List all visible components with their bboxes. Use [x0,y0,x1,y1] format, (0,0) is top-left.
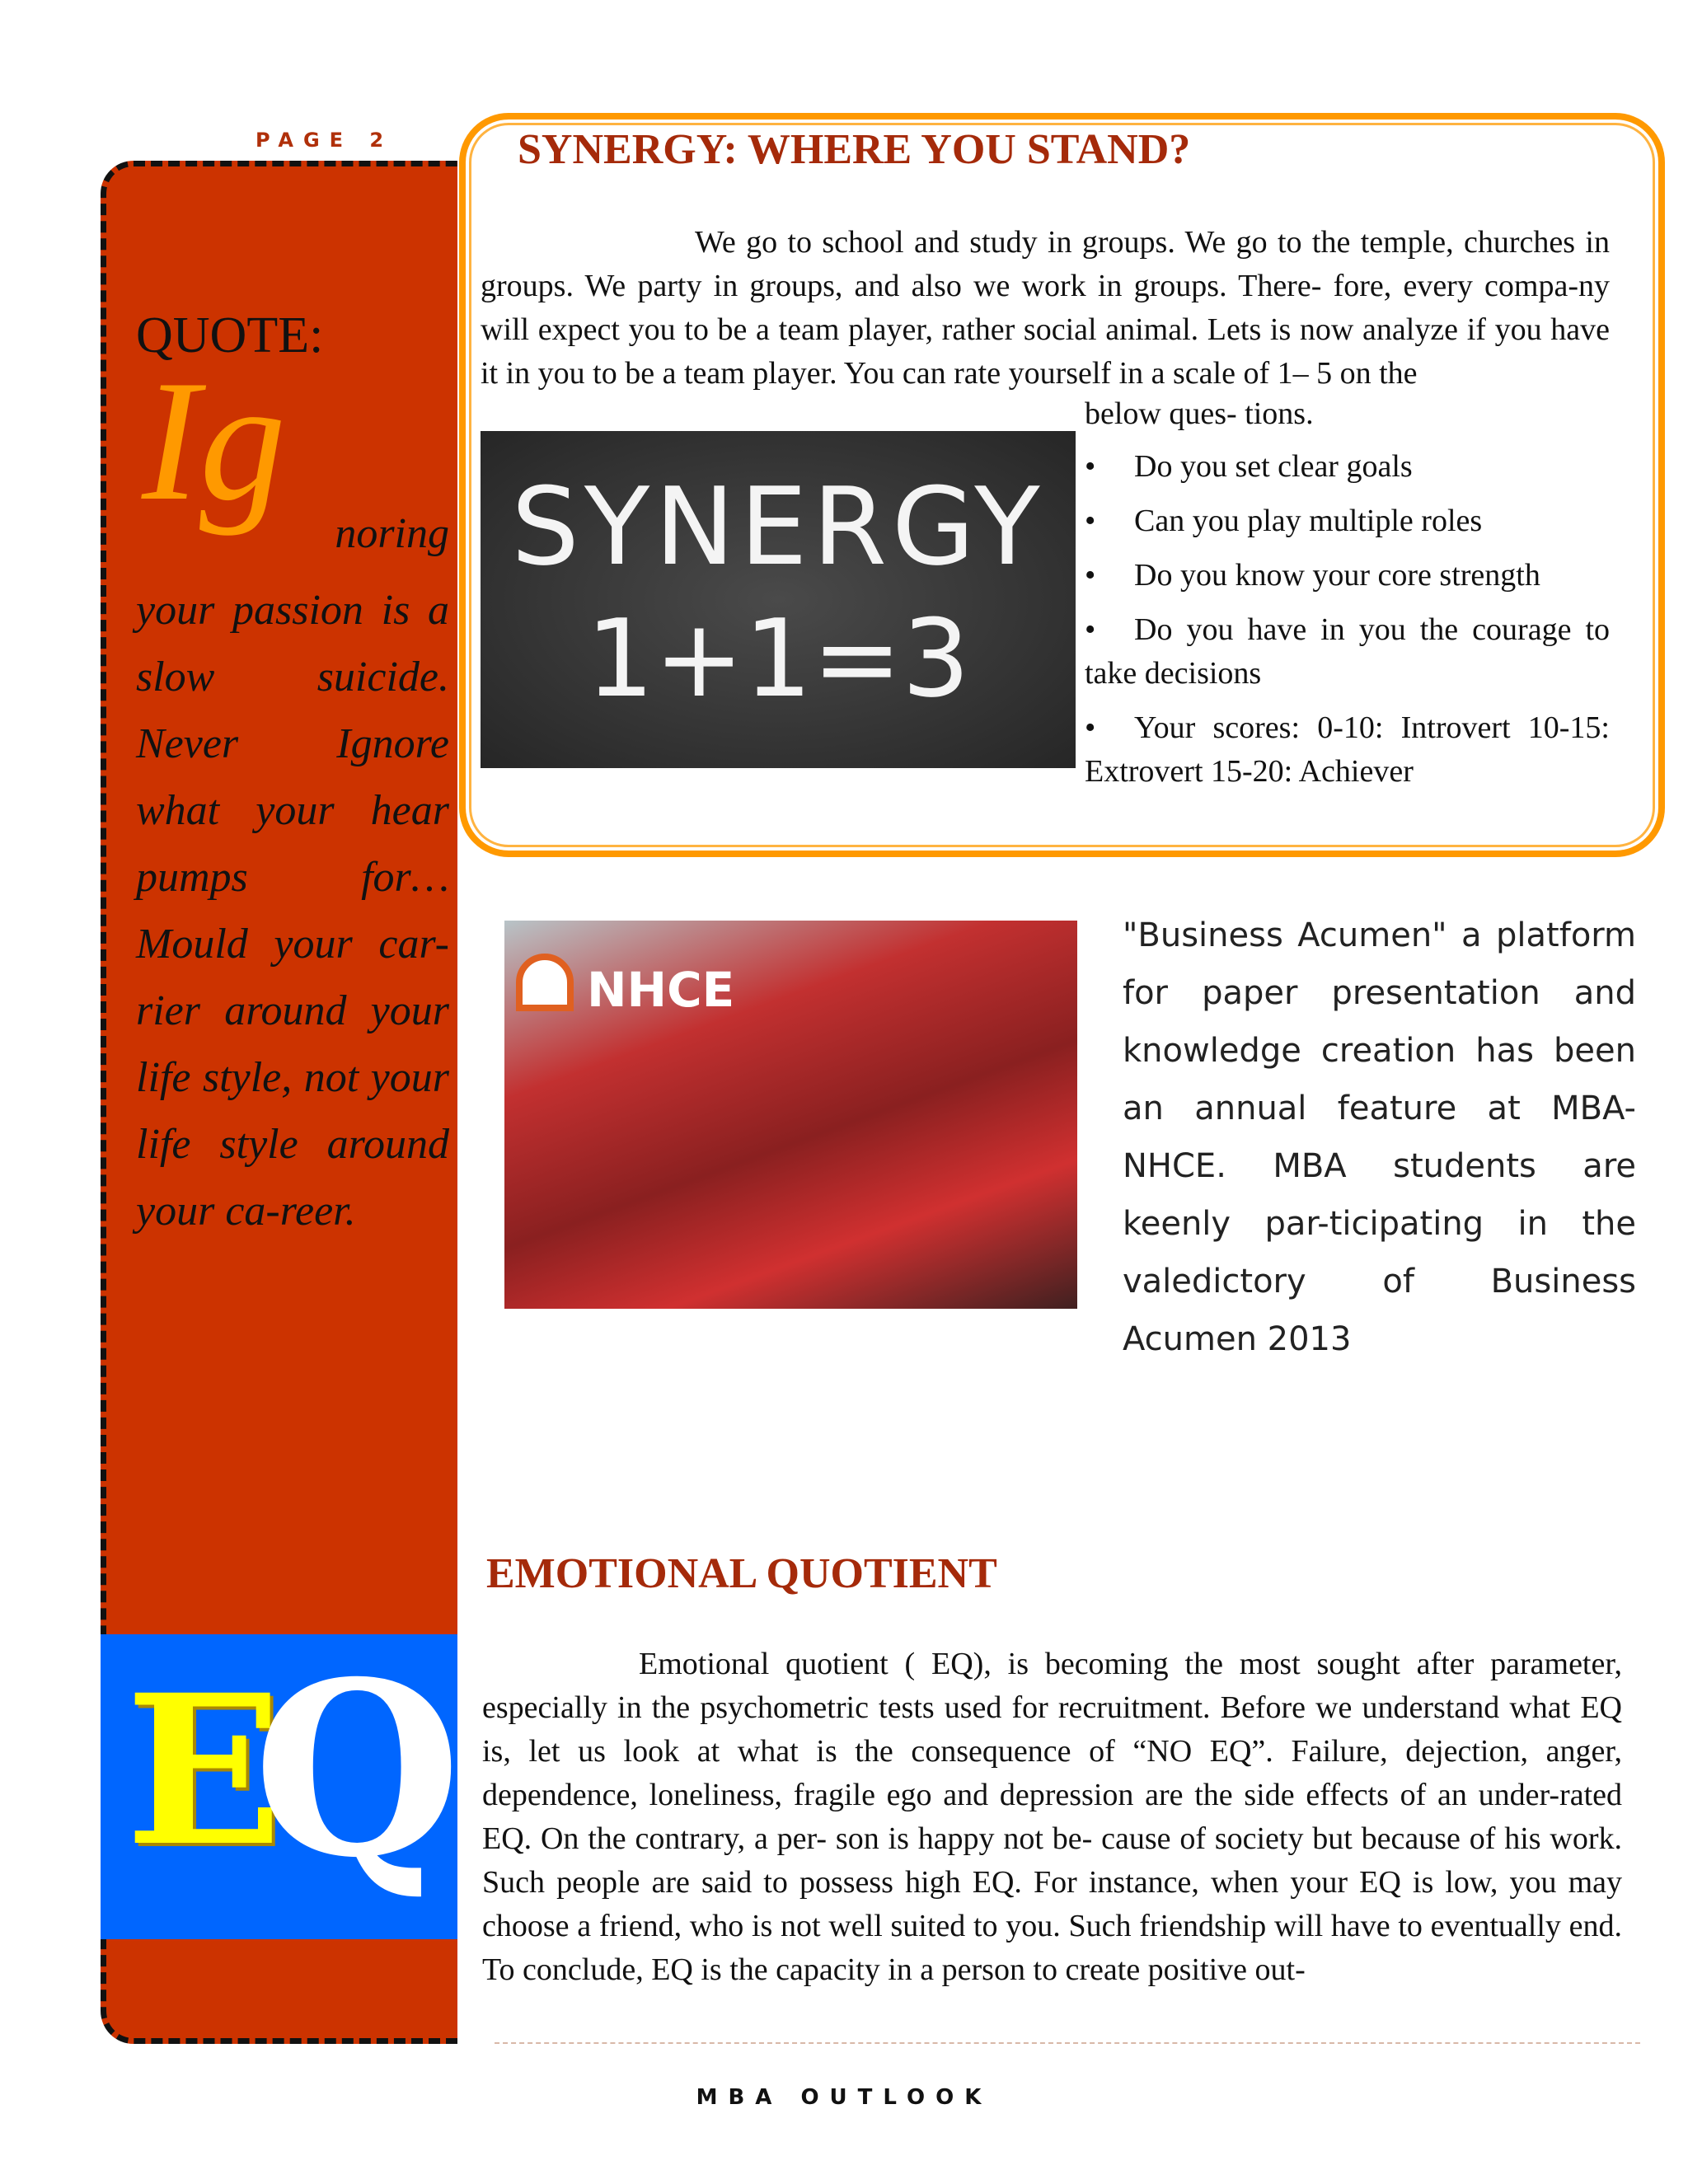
list-item: • Can you play multiple roles [1085,499,1610,543]
students-auditorium-photo [504,921,1077,1309]
chalkboard-text-synergy: SYNERGY [511,464,1045,589]
page-number: PAGE 2 [256,129,394,152]
chalkboard-text-equation: 1+1=3 [586,596,970,721]
quote-drop-cap: Ig [142,345,286,537]
synergy-chalkboard-image [481,431,1076,768]
quote-text: your passion is a slow suicide. Never Ignore what your hear pumps for… Mould your car-rier around your life style, not your life style around your ca-reer. [136,587,449,1235]
list-item: • Do you have in you the courage to take decisions [1085,608,1610,696]
footer-publication-name: MBA OUTLOOK [696,2085,992,2110]
list-item: • Your scores: 0-10: Introvert 10-15: Extrovert 15-20: Achiever [1085,706,1610,794]
eq-body-text: Emotional quotient ( EQ), is becoming the most sought after parameter, especially in the psychometric tests used for recruitment. Before we understand what EQ is, let us look at what is the consequence of “NO EQ”. Failure, dejection, anger, dependence, loneliness, fragile ego and depression are the side effects of an under-rated EQ. On the contrary, a per- son is happy not be- cause of society but because of his work. Such people are said to possess high EQ. For instance, when your EQ is low, you may choose a friend, who is not well suited to you. Such friendship will have to eventually end. To conclude, EQ is the capacity in a person to create positive out- [482,1647,1622,1987]
business-acumen-text: "Business Acumen" a platform for paper presentation and knowledge creation has been an annual feature at MBA-NHCE. MBA students are keenly par-ticipating in the valedictory of Business Acumen 2013 [1123,916,1636,1358]
eq-logo-letter-q: Q [253,1630,462,1910]
quote-first-line: noring [335,510,449,557]
list-item: • Do you know your core strength [1085,554,1610,598]
bottom-divider [495,2042,1640,2044]
nhce-logo-icon [516,954,574,1011]
eq-heading: EMOTIONAL QUOTIENT [486,1550,997,1597]
quote-label: QUOTE: [136,307,324,363]
list-item: • Do you set clear goals [1085,445,1610,489]
synergy-intro-end: below ques- tions. [1085,396,1314,431]
eq-logo-image [101,1630,462,1939]
synergy-heading: SYNERGY: WHERE YOU STAND? [518,126,1191,173]
nhce-logo-text: NHCE [587,962,735,1018]
synergy-question-list [1085,445,1610,804]
eq-logo-letter-e: E [125,1649,283,1891]
synergy-intro-text: We go to school and study in groups. We go to the temple, churches in groups. We party in groups, and also we work in groups. There- fore, every compa-ny will expect you to be a team player, rather social animal. Lets is now analyze if you have it in you to be a team player. You can rate yourself in a scale of 1– 5 on the [481,225,1610,391]
